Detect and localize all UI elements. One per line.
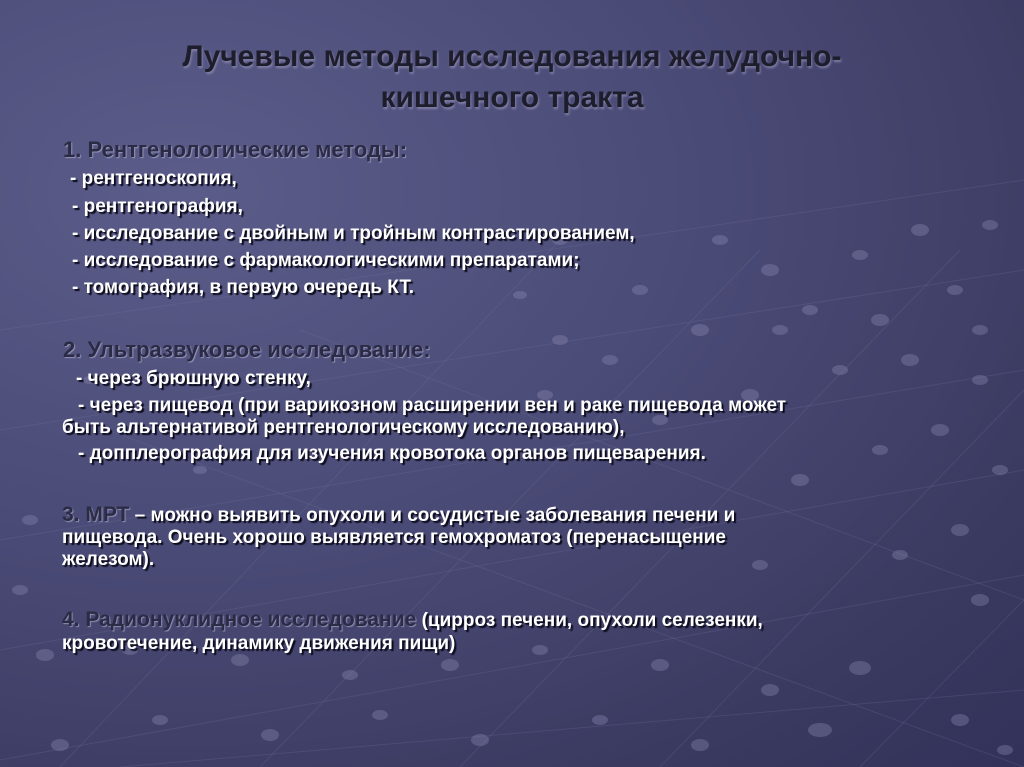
paragraph-line: пищевода. Очень хорошо выявляется гемохроматоз (перенасыщение [62,527,726,548]
paragraph-line [62,609,763,632]
mri-text: – можно выявить опухоли и сосудистые заболевания печени и [129,505,736,526]
list-item: - через брюшную стенку, [76,368,311,389]
list-item: - допплерография для изучения кровотока органов пищеварения. [78,443,706,464]
list-item: - исследование с фармакологическими препаратами; [72,250,580,271]
paragraph-line: железом). [62,549,155,570]
section-heading-radionuclide: 4. Радионуклидное исследование [62,608,417,631]
paragraph-line: кровотечение, динамику движения пищи) [62,633,456,654]
section-heading-mri: 3. МРТ [62,503,130,526]
list-item: - исследование с двойным и тройным контрастированием, [72,223,635,244]
section-heading-ultrasound: 2. Ультразвуковое исследование: [63,337,431,362]
slide-title-line-1: Лучевые методы исследования желудочно- [182,40,842,73]
slide-title [80,36,944,118]
slide-title-line-2: кишечного тракта [380,81,644,114]
list-item: - рентгеноскопия, [70,168,237,189]
list-item-continuation: быть альтернативой рентгенологическому исследованию), [62,417,625,438]
radionuclide-text: (цирроз печени, опухоли селезенки, [416,610,763,631]
list-item: - через пищевод (при варикозном расширении вен и раке пищевода может [78,395,787,416]
list-item: - томография, в первую очередь КТ. [72,277,415,298]
paragraph-line [62,504,735,527]
section-heading-xray: 1. Рентгенологические методы: [63,137,408,162]
list-item: - рентгенография, [72,196,243,217]
